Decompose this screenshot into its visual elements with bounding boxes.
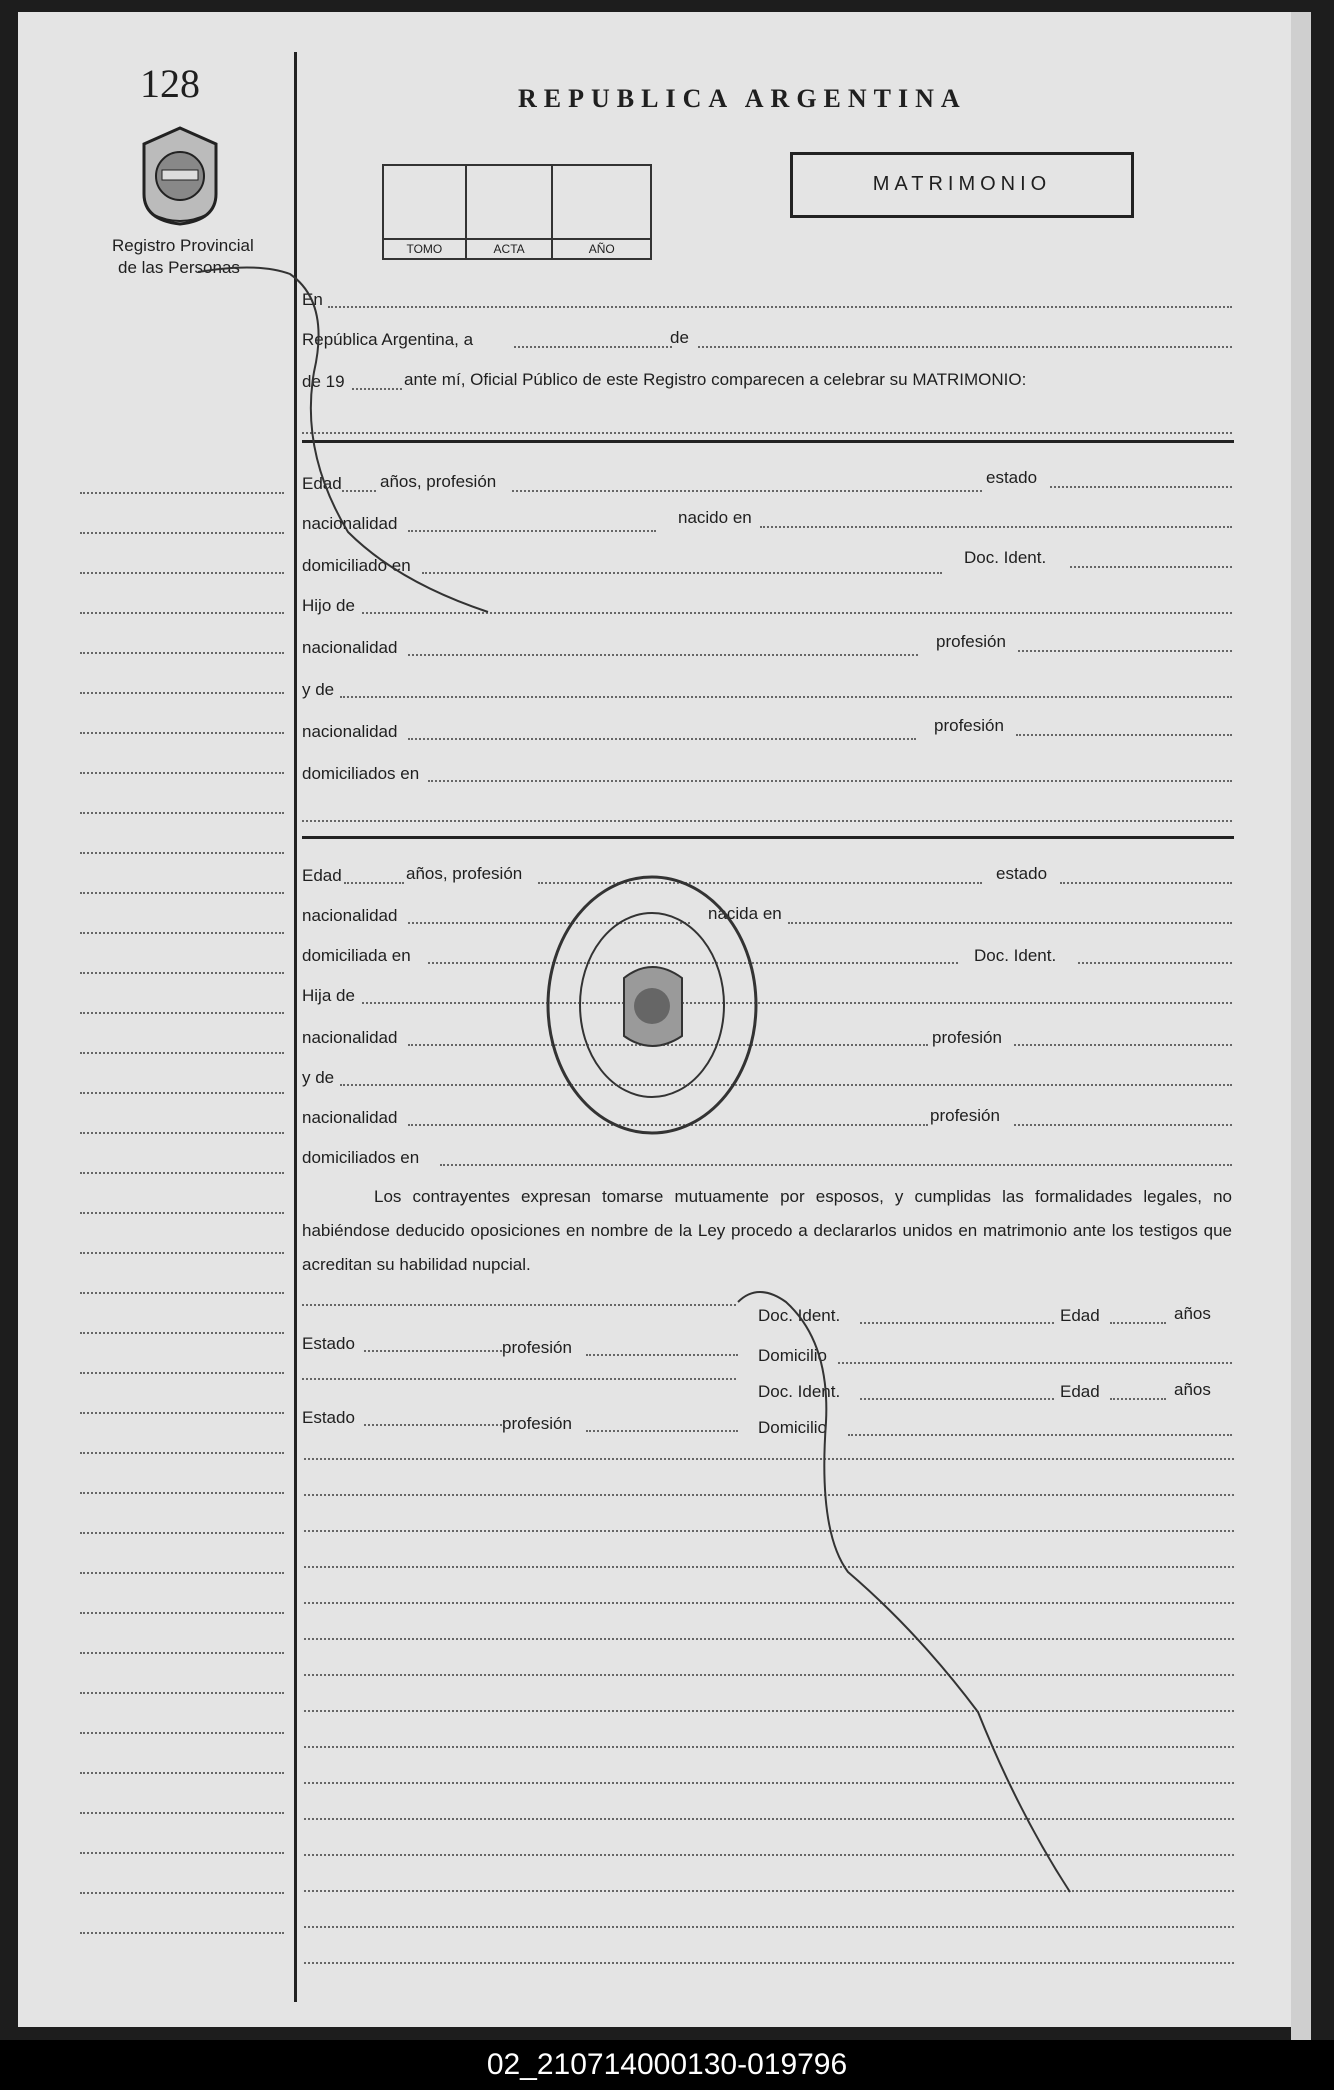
tomo-label: TOMO	[384, 238, 465, 258]
bride-estado: estado	[996, 864, 1048, 883]
bride-edad: Edad	[302, 866, 342, 885]
bride-father-profesion: profesión	[932, 1028, 1002, 1047]
intro-de: de	[670, 328, 689, 347]
witness2-profesion: profesión	[502, 1414, 572, 1433]
bride-y-de: y de	[302, 1068, 335, 1087]
groom-domiciliado: domiciliado en	[302, 556, 411, 575]
groom-y-de: y de	[302, 680, 335, 699]
bride-nacida-en: nacida en	[708, 904, 782, 923]
register-page	[18, 12, 1311, 2027]
witness1-profesion: profesión	[502, 1338, 572, 1357]
groom-nacionalidad: nacionalidad	[302, 514, 398, 533]
pen-cancellation-strokes	[18, 12, 1308, 2022]
groom-nacido-en: nacido en	[678, 508, 752, 527]
intro-statement: ante mí, Oficial Público de este Registro comparecen a celebrar su MATRIMONIO:	[404, 370, 1027, 389]
witness1-domicilio: Domicilio	[758, 1346, 827, 1365]
bride-doc-ident: Doc. Ident.	[974, 946, 1057, 965]
groom-doc-ident: Doc. Ident.	[964, 548, 1047, 567]
witness1-edad: Edad	[1060, 1306, 1100, 1325]
groom-mother-profesion: profesión	[934, 716, 1004, 735]
witness2-anos: años	[1174, 1380, 1211, 1399]
scan-id-footer: 02_210714000130-019796	[0, 2040, 1334, 2090]
groom-father-nacionalidad: nacionalidad	[302, 638, 398, 657]
groom-profesion: años, profesión	[380, 472, 497, 491]
bride-parents-domicilio: domiciliados en	[302, 1148, 420, 1167]
bride-mother-nacionalidad: nacionalidad	[302, 1108, 398, 1127]
country-title: REPUBLICA ARGENTINA	[518, 84, 967, 113]
ano-label: AÑO	[553, 238, 650, 258]
groom-estado: estado	[986, 468, 1038, 487]
registry-line2: de las Personas	[118, 258, 240, 277]
bride-domiciliada: domiciliada en	[302, 946, 411, 965]
intro-republica: República Argentina, a	[302, 330, 474, 349]
bride-profesion: años, profesión	[406, 864, 523, 883]
declaration-text: Los contrayentes expresan tomarse mutuamente por esposos, y cumplidas las formalidades legales, no habiéndose deducido oposiciones en nombre de la Ley procedo a declararlos unidos en matrimonio ante los testigos que acreditan su habilidad nupcial.	[302, 1187, 1232, 1274]
witness2-domicilio: Domicilio	[758, 1418, 827, 1437]
intro-en: En	[302, 290, 323, 309]
groom-mother-nacionalidad: nacionalidad	[302, 722, 398, 741]
groom-father-profesion: profesión	[936, 632, 1006, 651]
bride-father-nacionalidad: nacionalidad	[302, 1028, 398, 1047]
witness2-estado: Estado	[302, 1408, 355, 1427]
witness1-estado: Estado	[302, 1334, 355, 1353]
page-number: 128	[140, 61, 200, 106]
groom-hijo-de: Hijo de	[302, 596, 355, 615]
groom-edad: Edad	[302, 474, 342, 493]
acta-label: ACTA	[467, 238, 552, 258]
intro-de19: de 19	[302, 372, 345, 391]
witness2-doc-ident: Doc. Ident.	[758, 1382, 841, 1401]
groom-parents-domicilio: domiciliados en	[302, 764, 420, 783]
witness1-anos: años	[1174, 1304, 1211, 1323]
bride-nacionalidad: nacionalidad	[302, 906, 398, 925]
registry-line1: Registro Provincial	[112, 236, 254, 255]
witness2-edad: Edad	[1060, 1382, 1100, 1401]
bride-hija-de: Hija de	[302, 986, 355, 1005]
witness1-doc-ident: Doc. Ident.	[758, 1306, 841, 1325]
bride-mother-profesion: profesión	[930, 1106, 1000, 1125]
act-type-box: MATRIMONIO	[790, 152, 1134, 218]
